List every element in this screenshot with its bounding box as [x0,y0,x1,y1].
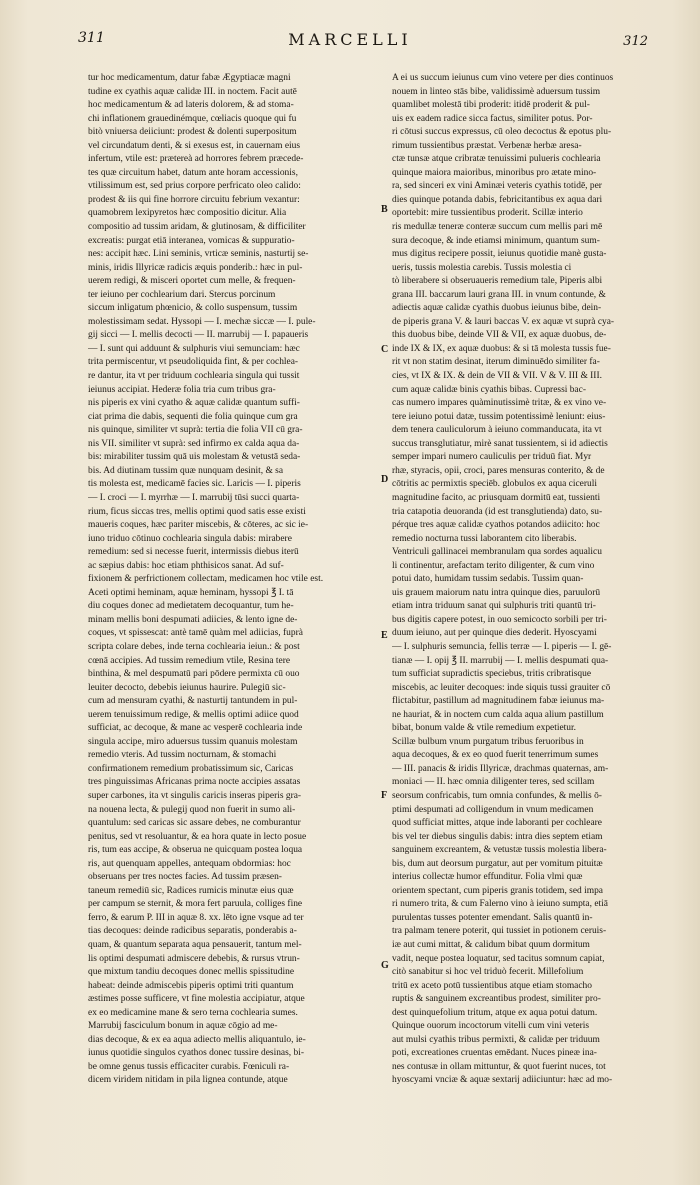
text-line: ra, sed sinceri ex vini Aminæi veteris cyathis totidē, per [392,181,602,192]
text-line: que mixtum tandiu decoques donec mellis spissitudine [88,967,295,978]
page-number-left: 311 [78,30,105,46]
text-line: miscebis, ac leuiter decoques: inde siquis tussi grauiter cō [392,682,611,693]
margin-letter: B [381,204,388,215]
text-line: dicem viridem nitidam in pila lignea contunde, atque [88,1075,288,1086]
text-line: semper impari numero cauliculis per triduū fiat. Myr [392,452,592,463]
text-line: nes contusæ in ollam mittuntur, & quot fuerint nuces, tot [392,1061,606,1072]
text-line: adiectis aquæ calidæ cyathis duobus ieiunus bibe, dein- [392,303,602,314]
text-line: remedio nocturna tussi laborantem cito liberabis. [392,533,577,544]
text-line: — I. croci — I. myrrhæ — I. marrubij tūsi succi quarta- [88,492,300,503]
text-line: aut mulsi cyathis tribus permixti, & calidæ per triduum [392,1034,600,1045]
right-text-column [392,72,670,1150]
text-line: trita permiscentur, vt pseudoliquida fint, & per cochlea- [88,357,299,368]
text-line: ris, tum eas accipe, & obserua ne quicquam postea loqua [88,845,303,856]
text-line: quantulum: sed caricas sic assare debes, ne comburantur [88,818,301,829]
text-line: etiam intra triduum sanat qui sulphuris triti quantū tri- [392,601,596,612]
text-line: cōtritis ac permixtis speciēb. globulos ex aqua ciceruli [392,479,597,490]
text-line: Scillæ bulbum vnum purgatum tribus feruoribus in [392,736,584,747]
text-line: ri cōtusi succus expressus, cū oleo decoctus & epotus plu- [392,127,612,138]
text-line: remedium: sed si necesse fuerit, intermissis diebus iterū [88,547,299,558]
text-line: aqua decoques, & ex eo quod fuerit tenerrimum sumes [392,750,599,761]
text-line: rimum tussientibus præstat. Verbenæ herbæ aresa- [392,140,582,151]
text-line: siccum inligatum phœnicio, & collo suspensum, tussim [88,303,298,314]
text-line: binthina, & mel despumatū pari pōdere permixta cū ouo [88,669,300,680]
text-line: dies quinque potanda dabis, febricitantibus ex aqua dari [392,194,603,205]
text-line: iæ aut cumi mittat, & calidum bibat quum dormitum [392,940,590,950]
text-line: dias decoque, & ex ea aqua adiecto mellis aliquantulo, ie- [88,1034,306,1045]
text-line: citò sanabitur si hoc vel triduò fecerit. Millefolium [392,967,584,978]
text-line: uis ex eadem radice sicca factus, similiter potus. Por- [392,113,593,124]
text-line: bis. Ad diutinam tussim quæ nunquam desinit, & sa [88,465,284,476]
text-line: prodest & iis qui fine horrore circuitu febrium vexantur: [88,194,300,205]
text-line: penitus, sed vt resoluantur, & ea hora quate in lecto posue [88,831,307,842]
text-line: dest quinquefolium tritum, atque ex aqua potui datum. [392,1007,598,1018]
text-line: leuiter decocto, debebis ieiunus haurire. Pulegiū sic- [88,682,286,693]
text-line: nes: accipit hæc. Lini seminis, vrticæ seminis, nasturtij se- [88,249,309,260]
text-line: Marrubij fasciculum bonum in aquæ cōgio ad me- [88,1021,278,1032]
text-line: — I. sulphuris semuncia, fellis terræ — I. piperis — I. gē- [392,641,612,652]
text-line: taneum remediū sic, Radices rumicis minutæ eius quæ [88,885,294,896]
text-line: cum ad mensuram cyathi, & nasturtij tantundem in pul- [88,696,298,707]
text-line: ris, aut quenquam appelles, antequam obdormias: hoc [88,858,291,869]
text-line: A ei us succum ieiunus cum vino vetere per dies continuos [392,73,614,83]
text-line: nis quinque, similiter vt suprà: tertia die folia VII cū gra- [88,425,303,436]
text-line: ueris, tussis molestia carebis. Tussis molestia ci [392,262,572,273]
text-line: tis molesta est, medicamē facies sic. Laricis — I. piperis [88,479,301,490]
text-line: magnitudine facito, ac priusquam dormitū eat, tussienti [392,492,601,503]
text-line: vel circundatum denti, & si exesus est, in cauernam eius [88,140,301,151]
text-line: remedio vteris. Ad tussim nocturnam, & stomachi [88,750,277,761]
text-line: fixionem & perfrictionem collectam, medicamen hoc vtile est. [88,574,324,585]
text-line: minam mellis boni despumati adiicies, & lento igne de- [88,614,298,625]
text-line: pérque tres aquæ calidæ cyathos potandos adiicito: hoc [392,520,600,531]
text-line: purulentas tusses potenter emendant. Salis quantū in- [392,912,593,923]
text-line: iuno triduo cōtinuo cochlearia singula dabis: mirabere [88,533,292,544]
text-line: re dantur, ita vt per triduum cochlearia singula qui tussit [88,371,300,382]
text-line: vadit, neque postea loquatur, sed tacitus somnum capiat, [392,953,605,964]
text-line: uis grauem maiorum natu intra quinque dies, paruulorū [392,587,601,598]
text-line: inde IX & IX, ex aquæ duobus: & si tā molesta tussis fue- [392,343,611,354]
margin-letter: E [381,630,388,641]
text-line: tres pinguissimas Africanas prima nocte accipies assatas [88,777,301,788]
text-line: quamobrem lexipyretos hæc compositio dicitur. Alia [88,208,287,219]
margin-letter: D [381,474,389,485]
text-line: tò liberabere si obseruaueris remedium tale, Piperis albi [392,276,603,287]
text-line: moniaci — II. hæc omnia diligenter teres, sed scillam [392,777,595,788]
text-line: compositio ad tussim aridam, & glutinosam, & difficiliter [88,222,306,233]
margin-letter: F [381,790,388,801]
text-line: gij sicci — I. mellis decocti — II. marrubij — I. papaueris [88,330,309,341]
text-line: scripta colare debes, inde terna cochlearia ieiun.: & post [88,641,300,652]
text-line: quamlibet molestā tibi proderit: itidē proderit & pul- [392,100,590,111]
text-line: ptimi despumati ad colligendum in vnum medicamen [392,804,594,815]
text-line: nis piperis ex vini cyatho & aquæ calidæ quantum suffi- [88,398,300,409]
text-line: cas numero impares quàminutissimè tritæ, & ex vino ve- [392,398,607,409]
text-line: bis vel ter diebus singulis dabis: intra dies septem etiam [392,831,603,842]
text-line: cum aquæ calidæ binis cyathis bibas. Cupressi bac- [392,384,586,395]
running-title: MARCELLI [288,30,412,49]
text-line: na nouena lecta, & pulegij quod non fuerit in sumo ali- [88,804,296,815]
text-line: mus digitus recipere possit, ieiunus quotidie manè gusta- [392,249,607,260]
text-line: grana III. baccarum lauri grana III. in vnum contunde, & [392,289,606,300]
text-line: — III. panacis & iridis Illyricæ, drachmas quaternas, am- [392,763,609,774]
text-line: habeat: deinde admiscebis piperis optimi triti quantum [88,980,294,991]
text-line: uerem tenuissimum redige, & mellis optimi adiice quod [88,709,299,720]
text-line: obseruans per tres noctes facies. Ad tussim præsen- [88,872,282,883]
text-line: molestissimam sedat. Hyssopi — I. mechæ siccæ — I. pule- [88,316,316,327]
text-line: tur hoc medicamentum, datur fabæ Ægyptiacæ magni [88,73,291,83]
text-line: sufficiat, ac decoque, & mane ac vesperē cochlearia inde [88,723,303,734]
text-line: rit vt non statim desinat, iterum diminuēdo similiter fa- [392,357,600,368]
text-line: ex eo medicamine mane & sero terna cochlearia sumes. [88,1007,298,1018]
text-line: ferro, & earum P. III in aquæ 8. xx. lēto igne vsque ad ter [88,912,304,923]
text-line: rhæ, styracis, opii, croci, pares mensuras conterito, & de [392,465,605,476]
text-line: potui dato, humidam tussim sedabis. Tussim quan- [392,574,584,585]
text-line: excreatis: purgat etiā interanea, vomicas & suppuratio- [88,235,295,246]
text-line: ctæ tunsæ atque cribratæ tenuissimi pulueris cochlearia [392,154,601,165]
text-line: super carbones, ita vt singulis caricis inseras piperis gra- [88,790,302,801]
text-line: sura decoque, & inde etiamsi minimum, quantum sum- [392,235,600,246]
text-line: ter ieiuno per cochlearium dari. Stercus porcinum [88,289,276,300]
text-line: coques, vt spissescat: antè tamē quàm mel adiicias, fuprà [88,628,303,639]
text-line: interius collectæ humor effunditur. Folia vlmi quæ [392,872,583,883]
text-line: Aceti optimi heminam, aquæ heminam, hyssopi ℥ I. tā [88,587,294,598]
text-line: bus digitis capere potest, in ouo semicocto sorbili per tri- [392,614,607,625]
text-line: be omne genus tussis efficaciter curabis. Fœniculi ra- [88,1061,290,1072]
text-line: bis: mirabiliter tussim quā uis molestam & vetustā seda- [88,452,301,463]
text-line: — I. sunt qui adduunt & sulphuris viui semunciam: hæc [88,343,300,354]
text-line: iunus quotidie singulos cyathos donec tussire desinas, bi- [88,1048,304,1059]
left-text-column [88,72,366,1150]
text-line: cies, vt IX & IX. & dein de VII & VII. V & V. III & III. [392,371,602,382]
text-line: ri numero trita, & cum Falerno vino à ieiuno sumpta, etiā [392,899,608,910]
margin-letter: C [381,344,389,355]
text-line: ris medullæ teneræ conteræ succum cum mellis pari mē [392,222,603,233]
text-line: æstimes posse sufficere, vt fine molestia accipiatur, atque [88,994,305,1005]
text-line: ne hauriat, & in noctem cum calda aqua alium pastillum [392,709,604,720]
text-line: bis, dum aut deorsum purgatur, aut per vomitum pituitæ [392,858,603,869]
text-line: tritū ex aceto potū tussientibus atque etiam stomacho [392,980,592,991]
margin-letter: G [381,960,389,971]
text-line: infertum, vtile est: prætereà ad horrores febrem præcede- [88,154,304,165]
text-line: tria catapotia deuoranda (id est transglutienda) dato, su- [392,506,603,517]
text-line: uerem redigi, & misceri oportet cum melle, & frequen- [88,276,296,287]
text-line: de piperis grana V. & lauri baccas V. ex aquæ vt suprà cya- [392,316,615,327]
text-line: per campum se sternit, & mora fert paruula, colliges fine [88,899,303,910]
text-line: duum ieiuno, aut per quinque dies dederit. Hyoscyami [392,628,597,639]
text-line: seorsum confricabis, tum omnia confundes, & mellis ō- [392,790,602,801]
text-line: nouem in linteo stās bibe, validissimè aduersum tussim [392,86,601,97]
text-line: tianæ — I. opij ℥ II. marrubij — I. mellis despumati qua- [392,655,609,666]
text-line: minis, iridis Illyricæ radicis æquis ponderib.: hæc in pul- [88,262,303,273]
text-line: tes quæ circuitum habet, datum ante horam accessionis, [88,167,298,178]
text-line: li continentur, arefactam terito diligenter, & cum vino [392,560,595,571]
text-line: tum sufficiat supradictis speciebus, tritis cribratisque [392,669,592,680]
text-line: rium, ficus siccas tres, mellis optimi quod satis esse existi [88,506,306,517]
page-number-right: 312 [623,34,648,49]
text-line: hyoscyami vnciæ & aquæ sextarij adiiciuntur: hæc ad mo- [392,1075,613,1086]
text-line: ac sæpius dabis: hoc etiam phthisicos sanat. Ad suf- [88,560,284,571]
text-line: tudine ex cyathis aquæ calidæ III. in noctem. Facit autē [88,86,297,97]
text-line: Quinque ouorum incoctorum vitelli cum vini veteris [392,1021,590,1032]
text-line: quinque maiora maioribus, minoribus pro ætate mino- [392,167,597,178]
text-line: quam, & quantum separata aqua pensauerit, tantum mel- [88,940,302,950]
text-line: succus transglutiatur, mirè sanat tussientem, si id adiectis [392,438,608,449]
text-line: confirmationem remedium probatissimum sic, Caricas [88,763,294,774]
text-line: maueris coques, hæc pariter miscebis, & cōteres, ac sic ie- [88,520,309,531]
text-line: tra palmam tenere poterit, qui tussiet in potionem ceruis- [392,926,607,937]
text-line: ruptis & sanguinem excreantibus prodest, similiter pro- [392,994,601,1005]
text-line: Ventriculi gallinacei membranulam qua sordes aqualicu [392,547,602,558]
text-line: oportebit: mire tussientibus proderit. Scillæ interio [392,208,583,219]
text-line: tere ieiuno potui datæ, tussim potentissimè leniunt: eius- [392,411,606,422]
text-line: sanguinem excreantem, & vetustæ tussis molestia libera- [392,845,607,856]
text-line: poti, excreationes cruentas emēdant. Nuces pineæ ina- [392,1048,597,1059]
text-line: quod sufficiat mittes, atque inde laboranti per cochleare [392,818,602,829]
text-line: diu coques donec ad medietatem decoquantur, tum he- [88,601,294,612]
text-line: dem tenera cauliculorum à ieiuno commanducata, ita vt [392,425,602,436]
text-line: bitò vniuersa deiiciunt: prodest & dolenti superpositum [88,127,297,138]
text-line: tias decoques: deinde radicibus separatis, ponderabis a- [88,926,297,937]
text-line: this duobus bibe, deinde VII & VII, ex aquæ duobus, de- [392,330,607,341]
text-line: lis optimi despumati admiscere debebis, & rursus vtrun- [88,953,300,964]
text-line: orientem spectant, cum piperis granis totidem, sed impa [392,885,603,896]
text-line: hoc medicamentum & ad lateris dolorem, & ad stoma- [88,100,294,111]
text-line: vtilissimum est, sed prius corpore perfricato oleo calido: [88,181,301,192]
text-line: flictabitur, pastillum ad magnitudinem fabæ ieiunus ma- [392,696,605,707]
text-line: nis VII. similiter vt suprà: sed infirmo ex calda aqua da- [88,438,300,449]
text-line: cœnā accipies. Ad tussim remedium vtile, Resina tere [88,655,291,666]
text-line: bibat, bonum valde & vtile remedium expetietur. [392,723,576,734]
text-line: singula accipe, miro aduersus tussim quanuis molestam [88,736,298,747]
page-header [0,30,700,60]
text-line: ieiunus accipiat. Hederæ folia tria cum tribus gra- [88,384,276,395]
text-line: ciat prima die dabis, sequenti die folia quinque cum gra [88,411,298,422]
text-line: chi inflationem grauedinémque, cœliacis quoque qui fu [88,113,297,124]
